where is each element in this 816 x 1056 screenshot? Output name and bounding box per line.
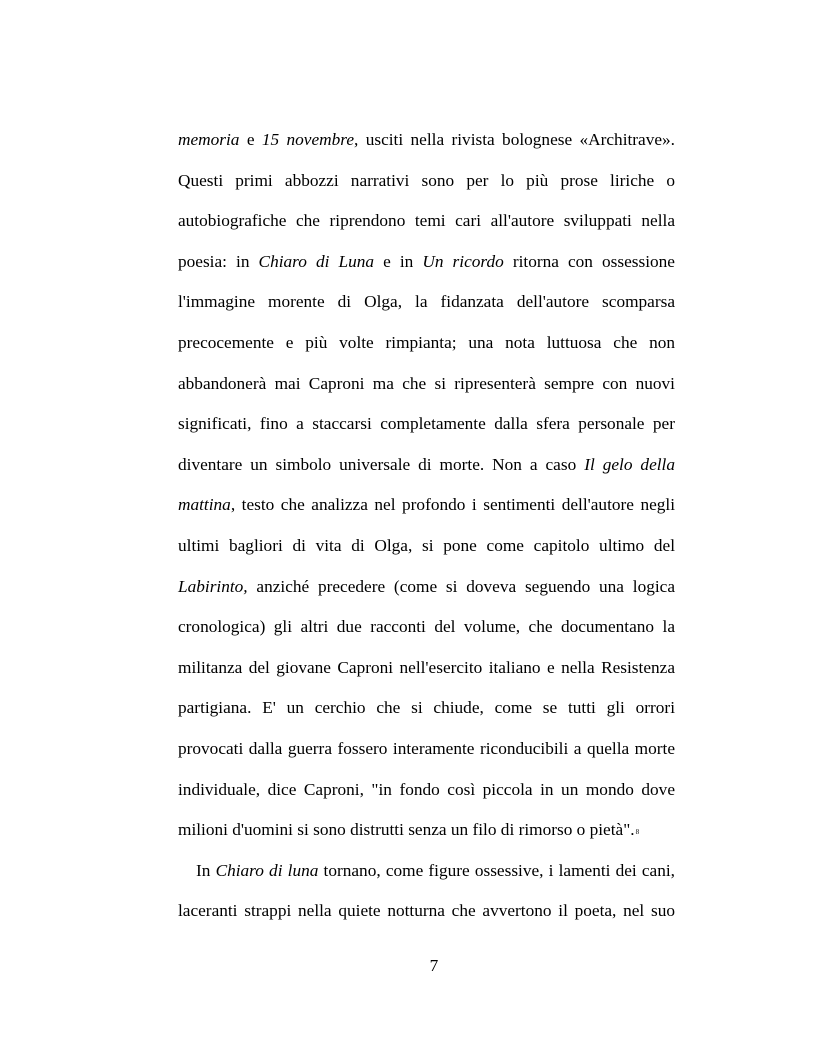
text-run: precocemente e più volte rimpianta; una nota luttuosa che non	[178, 332, 675, 352]
italic-title: memoria	[178, 130, 240, 149]
text-run: ritorna con ossessione	[503, 251, 675, 271]
text-line	[178, 648, 675, 689]
text-run: In	[196, 860, 216, 880]
italic-title: 15 novembre	[261, 130, 355, 149]
text-line	[178, 607, 675, 648]
text-line	[178, 282, 675, 323]
text-run: , testo che analizza nel profondo i sentimenti dell'autore negli	[230, 495, 675, 515]
body-text	[178, 120, 675, 932]
text-line	[178, 485, 675, 526]
text-run: , usciti nella rivista bolognese «Architrave».	[354, 130, 675, 149]
text-line	[178, 445, 675, 486]
text-run: significati, fino a staccarsi completamente dalla sfera personale per	[178, 414, 675, 434]
text-run: individuale, dice Caproni, "in fondo così piccola in un mondo dove	[178, 779, 675, 799]
text-run: partigiana. E' un cerchio che si chiude, come se tutti gli orrori	[178, 698, 675, 718]
text-line	[178, 770, 675, 811]
text-line	[178, 242, 675, 283]
text-run: militanza del giovane Caproni nell'esercito italiano e nella Resistenza	[178, 657, 675, 677]
footnote-reference: 8	[635, 828, 640, 837]
text-run: l'immagine morente di Olga, la fidanzata dell'autore scomparsa	[178, 292, 675, 312]
text-line	[178, 729, 675, 770]
text-run: e in	[374, 251, 423, 271]
italic-title: mattina	[178, 495, 231, 515]
text-run: abbandonerà mai Caproni ma che si ripresenterà sempre con nuovi	[178, 373, 675, 393]
text-line	[178, 201, 675, 242]
text-line	[178, 688, 675, 729]
text-run: poesia: in	[178, 251, 259, 271]
text-run: tornano, come figure ossessive, i lamenti dei cani,	[318, 860, 675, 880]
page-number: 7	[429, 956, 439, 975]
text-line	[178, 120, 675, 161]
text-run: diventare un simbolo universale di morte. Non a caso	[178, 454, 585, 474]
text-run: anziché precedere (come si doveva seguendo una logica	[247, 576, 675, 596]
text-line	[178, 526, 675, 567]
text-line	[178, 404, 675, 445]
text-run: Questi primi abbozzi narrativi sono per lo più prose liriche o	[178, 170, 675, 190]
text-line	[178, 567, 675, 608]
text-line	[178, 851, 675, 892]
text-line	[178, 810, 675, 851]
text-line	[178, 891, 675, 932]
text-run: e	[239, 130, 262, 149]
text-run: cronologica) gli altri due racconti del volume, che documentano la	[178, 617, 675, 637]
italic-title: Labirinto,	[178, 576, 248, 596]
text-run: milioni d'uomini si sono distrutti senza un filo di rimorso o pietà".	[178, 820, 635, 840]
italic-title: Chiaro di Luna	[258, 251, 375, 271]
text-line	[178, 323, 675, 364]
text-run: laceranti strappi nella quiete notturna che avvertono il poeta, nel suo	[178, 901, 675, 921]
italic-title: Un ricordo	[422, 251, 504, 271]
text-run: ultimi bagliori di vita di Olga, si pone come capitolo ultimo del	[178, 535, 675, 555]
text-line	[178, 161, 675, 202]
text-line	[178, 364, 675, 405]
italic-title: Chiaro di luna	[215, 860, 319, 880]
text-run: autobiografiche che riprendono temi cari all'autore sviluppati nella	[178, 211, 675, 231]
text-run: provocati dalla guerra fossero interamente riconducibili a quella morte	[178, 738, 675, 758]
italic-title: Il gelo della	[584, 454, 675, 474]
